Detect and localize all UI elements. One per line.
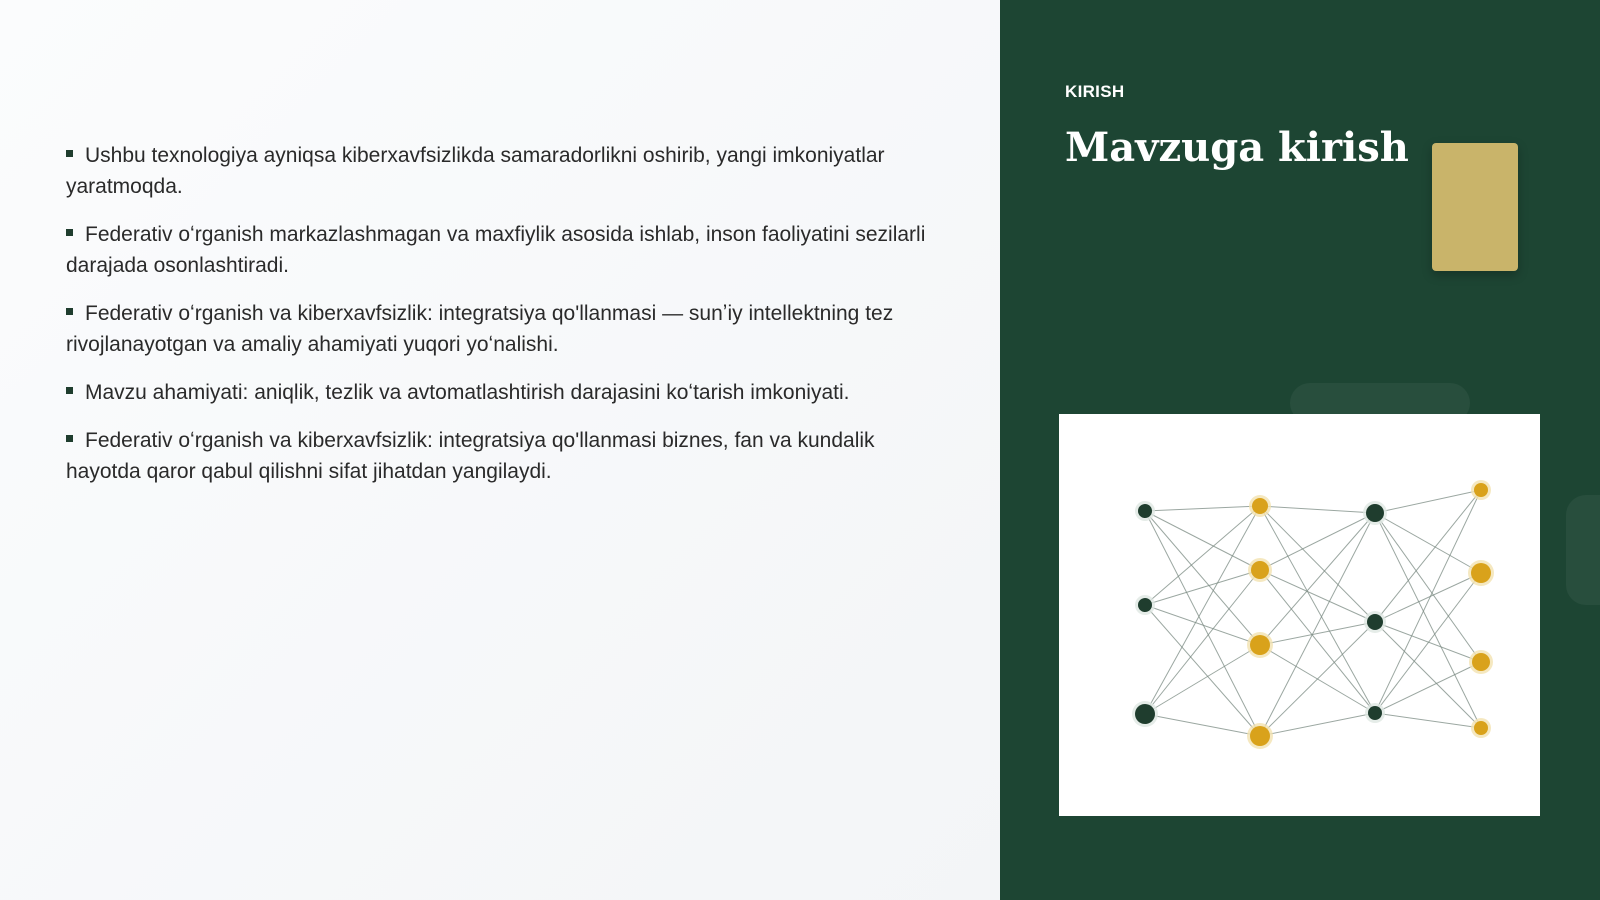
bullet-square-icon	[66, 308, 73, 315]
network-node	[1367, 614, 1383, 630]
bullet-item	[66, 140, 946, 202]
network-edge	[1260, 506, 1375, 713]
bullet-text: Federativ oʻrganish markazlashmagan va maxfiylik asosida ishlab, inson faoliyatini sezilarli darajada osonlashtiradi.	[66, 223, 926, 277]
network-edge	[1375, 513, 1481, 573]
network-edge	[1260, 513, 1375, 570]
network-edge	[1375, 662, 1481, 713]
network-edge	[1145, 511, 1260, 570]
decorative-shape	[1566, 495, 1600, 605]
bullet-square-icon	[66, 387, 73, 394]
network-edge	[1260, 713, 1375, 736]
network-edge	[1375, 513, 1481, 662]
network-node	[1250, 635, 1270, 655]
network-node	[1138, 598, 1152, 612]
network-edge	[1145, 511, 1260, 736]
network-edge	[1145, 645, 1260, 714]
bullet-item	[66, 219, 946, 281]
bullet-text: Federativ oʻrganish va kiberxavfsizlik: integratsiya qo'llanmasi — sunʼiy intellektning tez rivojlanayotgan va amaliy ahamiyati yuqori yoʻnalishi.	[66, 302, 894, 356]
network-edge	[1375, 622, 1481, 662]
network-node	[1471, 563, 1491, 583]
network-edge	[1145, 506, 1260, 511]
network-edge	[1375, 713, 1481, 728]
network-edge	[1375, 573, 1481, 713]
network-edge	[1145, 570, 1260, 605]
decorative-gold-block	[1432, 143, 1518, 271]
network-node	[1135, 704, 1155, 724]
bullet-item	[66, 377, 946, 408]
network-edge	[1145, 570, 1260, 714]
network-edge	[1260, 622, 1375, 736]
network-edge	[1145, 506, 1260, 714]
network-node	[1474, 483, 1488, 497]
bullet-item	[66, 425, 946, 487]
bullet-text: Ushbu texnologiya ayniqsa kiberxavfsizlikda samaradorlikni oshirib, yangi imkoniyatlar yaratmoqda.	[66, 144, 885, 198]
bullet-square-icon	[66, 150, 73, 157]
bullet-item	[66, 298, 946, 360]
network-edge	[1145, 506, 1260, 605]
bullet-text: Mavzu ahamiyati: aniqlik, tezlik va avtomatlashtirish darajasini koʻtarish imkoniyati.	[85, 381, 850, 404]
network-node	[1251, 561, 1269, 579]
bullet-square-icon	[66, 435, 73, 442]
network-edge	[1145, 714, 1260, 736]
sidebar-panel	[1000, 0, 1600, 900]
bullet-square-icon	[66, 229, 73, 236]
network-edge	[1375, 573, 1481, 622]
network-edge	[1260, 506, 1375, 513]
neural-network-image	[1059, 414, 1540, 816]
network-node	[1368, 706, 1382, 720]
network-node	[1472, 653, 1490, 671]
network-edge	[1375, 513, 1481, 728]
network-edge	[1375, 622, 1481, 728]
network-node	[1138, 504, 1152, 518]
network-node	[1250, 726, 1270, 746]
slide-title: Mavzuga kirish	[1065, 124, 1409, 171]
network-node	[1366, 504, 1384, 522]
bullet-text: Federativ oʻrganish va kiberxavfsizlik: integratsiya qo'llanmasi biznes, fan va kundalik hayotda qaror qabul qilishni sifat jihatdan yangilaydi.	[66, 429, 875, 483]
bullet-list	[66, 140, 946, 504]
network-edge	[1260, 506, 1375, 622]
network-node	[1252, 498, 1268, 514]
network-edge	[1260, 570, 1375, 622]
network-node	[1474, 721, 1488, 735]
neural-network-icon	[1059, 414, 1540, 816]
section-kicker: KIRISH	[1065, 82, 1125, 101]
